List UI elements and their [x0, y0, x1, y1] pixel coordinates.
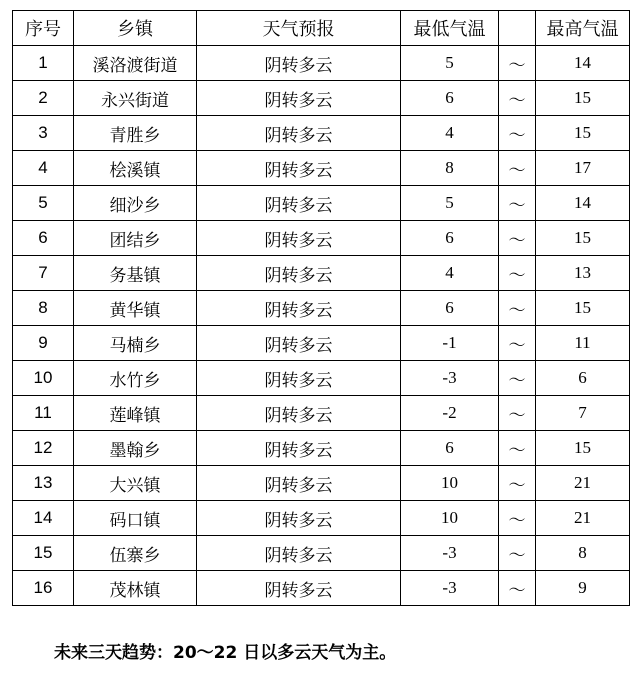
- cell-high-temp: 7: [536, 396, 630, 431]
- cell-high-temp: 14: [536, 46, 630, 81]
- cell-tilde: ～: [499, 361, 536, 396]
- cell-index: 8: [13, 291, 74, 326]
- table-row: [13, 361, 630, 396]
- cell-town: 码口镇: [74, 501, 197, 536]
- cell-tilde: ～: [499, 46, 536, 81]
- cell-low-temp: -3: [401, 536, 499, 571]
- cell-index: 4: [13, 151, 74, 186]
- cell-low-temp: 8: [401, 151, 499, 186]
- cell-low-temp: -2: [401, 396, 499, 431]
- table-row: [13, 151, 630, 186]
- table-row: [13, 396, 630, 431]
- cell-high-temp: 15: [536, 81, 630, 116]
- table-row: [13, 326, 630, 361]
- cell-tilde: ～: [499, 116, 536, 151]
- cell-high-temp: 6: [536, 361, 630, 396]
- cell-index: 7: [13, 256, 74, 291]
- cell-forecast: 阴转多云: [197, 361, 401, 396]
- cell-tilde: ～: [499, 221, 536, 256]
- cell-town: 大兴镇: [74, 466, 197, 501]
- cell-high-temp: 8: [536, 536, 630, 571]
- table-row: [13, 256, 630, 291]
- cell-forecast: 阴转多云: [197, 186, 401, 221]
- cell-tilde: ～: [499, 571, 536, 606]
- cell-low-temp: 6: [401, 81, 499, 116]
- table-row: [13, 501, 630, 536]
- table-header: [13, 11, 630, 46]
- cell-town: 伍寨乡: [74, 536, 197, 571]
- cell-index: 11: [13, 396, 74, 431]
- header-row: [13, 11, 630, 46]
- cell-low-temp: 10: [401, 501, 499, 536]
- cell-high-temp: 15: [536, 291, 630, 326]
- cell-forecast: 阴转多云: [197, 81, 401, 116]
- cell-low-temp: 4: [401, 116, 499, 151]
- table-row: [13, 571, 630, 606]
- cell-index: 16: [13, 571, 74, 606]
- cell-low-temp: -3: [401, 361, 499, 396]
- cell-low-temp: 6: [401, 291, 499, 326]
- cell-tilde: ～: [499, 256, 536, 291]
- cell-index: 1: [13, 46, 74, 81]
- cell-forecast: 阴转多云: [197, 536, 401, 571]
- cell-high-temp: 14: [536, 186, 630, 221]
- cell-tilde: ～: [499, 536, 536, 571]
- cell-high-temp: 9: [536, 571, 630, 606]
- cell-town: 务基镇: [74, 256, 197, 291]
- table-row: [13, 186, 630, 221]
- cell-high-temp: 21: [536, 466, 630, 501]
- cell-high-temp: 21: [536, 501, 630, 536]
- cell-index: 3: [13, 116, 74, 151]
- cell-forecast: 阴转多云: [197, 431, 401, 466]
- cell-town: 莲峰镇: [74, 396, 197, 431]
- cell-index: 15: [13, 536, 74, 571]
- cell-town: 茂林镇: [74, 571, 197, 606]
- cell-tilde: ～: [499, 81, 536, 116]
- cell-forecast: 阴转多云: [197, 256, 401, 291]
- cell-tilde: ～: [499, 186, 536, 221]
- cell-town: 黄华镇: [74, 291, 197, 326]
- cell-low-temp: 6: [401, 431, 499, 466]
- cell-index: 2: [13, 81, 74, 116]
- cell-high-temp: 11: [536, 326, 630, 361]
- cell-high-temp: 17: [536, 151, 630, 186]
- cell-tilde: ～: [499, 396, 536, 431]
- cell-low-temp: 4: [401, 256, 499, 291]
- cell-forecast: 阴转多云: [197, 291, 401, 326]
- cell-low-temp: 5: [401, 186, 499, 221]
- table-row: [13, 46, 630, 81]
- header-forecast: 天气预报: [197, 11, 401, 46]
- cell-forecast: 阴转多云: [197, 466, 401, 501]
- cell-town: 马楠乡: [74, 326, 197, 361]
- cell-tilde: ～: [499, 291, 536, 326]
- cell-town: 墨翰乡: [74, 431, 197, 466]
- table-row: [13, 81, 630, 116]
- cell-index: 13: [13, 466, 74, 501]
- table-row: [13, 536, 630, 571]
- cell-forecast: 阴转多云: [197, 326, 401, 361]
- cell-forecast: 阴转多云: [197, 501, 401, 536]
- header-index: 序号: [13, 11, 74, 46]
- cell-index: 9: [13, 326, 74, 361]
- cell-forecast: 阴转多云: [197, 116, 401, 151]
- cell-town: 桧溪镇: [74, 151, 197, 186]
- cell-index: 5: [13, 186, 74, 221]
- cell-forecast: 阴转多云: [197, 46, 401, 81]
- cell-tilde: ～: [499, 431, 536, 466]
- cell-forecast: 阴转多云: [197, 221, 401, 256]
- cell-tilde: ～: [499, 151, 536, 186]
- cell-low-temp: 5: [401, 46, 499, 81]
- header-high-temp: 最高气温: [536, 11, 630, 46]
- cell-tilde: ～: [499, 466, 536, 501]
- table-row: [13, 466, 630, 501]
- weather-forecast-table: [12, 10, 630, 606]
- cell-index: 6: [13, 221, 74, 256]
- table-row: [13, 116, 630, 151]
- cell-tilde: ～: [499, 326, 536, 361]
- cell-index: 14: [13, 501, 74, 536]
- cell-index: 12: [13, 431, 74, 466]
- cell-index: 10: [13, 361, 74, 396]
- cell-forecast: 阴转多云: [197, 396, 401, 431]
- cell-high-temp: 15: [536, 431, 630, 466]
- cell-high-temp: 13: [536, 256, 630, 291]
- header-town: 乡镇: [74, 11, 197, 46]
- cell-town: 团结乡: [74, 221, 197, 256]
- cell-low-temp: -1: [401, 326, 499, 361]
- cell-town: 永兴街道: [74, 81, 197, 116]
- header-tilde: [499, 11, 536, 46]
- cell-tilde: ～: [499, 501, 536, 536]
- cell-high-temp: 15: [536, 221, 630, 256]
- cell-town: 溪洛渡街道: [74, 46, 197, 81]
- cell-forecast: 阴转多云: [197, 151, 401, 186]
- cell-high-temp: 15: [536, 116, 630, 151]
- table-row: [13, 431, 630, 466]
- cell-low-temp: 10: [401, 466, 499, 501]
- cell-town: 青胜乡: [74, 116, 197, 151]
- cell-low-temp: -3: [401, 571, 499, 606]
- header-low-temp: 最低气温: [401, 11, 499, 46]
- cell-town: 水竹乡: [74, 361, 197, 396]
- cell-low-temp: 6: [401, 221, 499, 256]
- trend-summary: 未来三天趋势：20～22 日以多云天气为主。: [54, 643, 397, 663]
- table-body: [13, 46, 630, 606]
- cell-town: 细沙乡: [74, 186, 197, 221]
- table-row: [13, 221, 630, 256]
- cell-forecast: 阴转多云: [197, 571, 401, 606]
- table-row: [13, 291, 630, 326]
